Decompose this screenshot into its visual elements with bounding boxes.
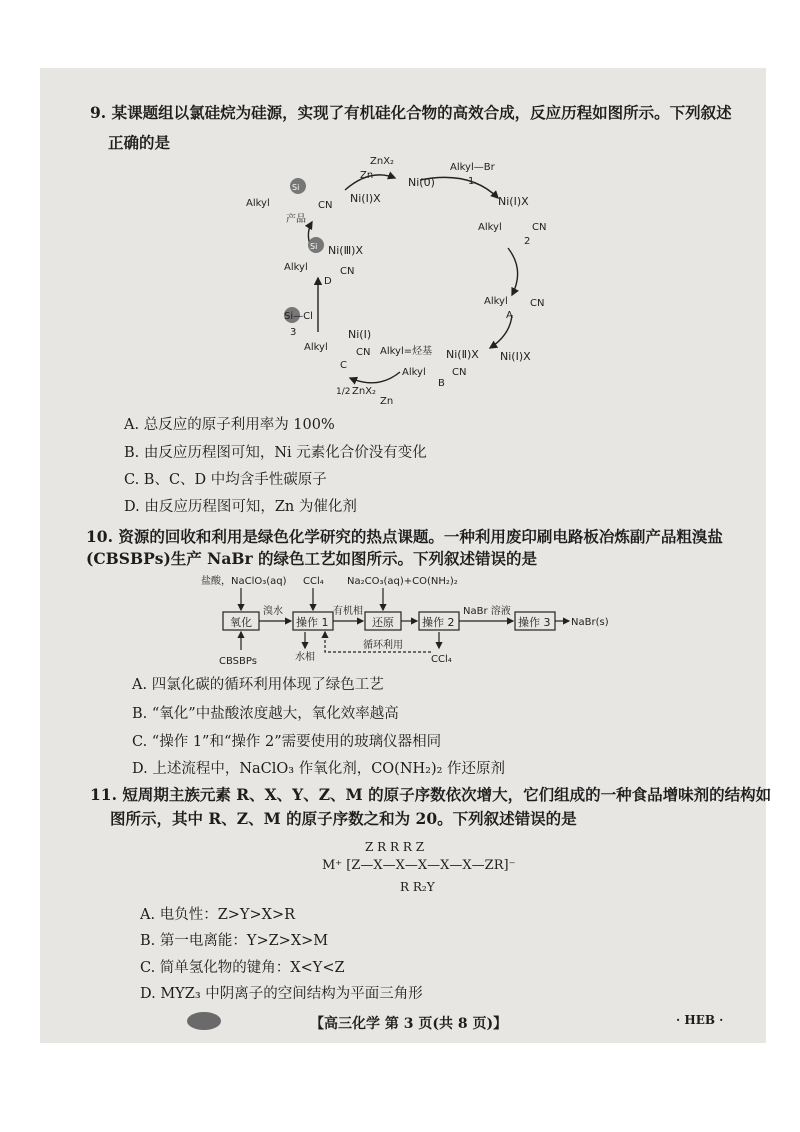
flow-in-oxid: 盐酸，NaClO₃(aq) [201,576,287,587]
structure-top-row: Z R R R Z [365,840,425,854]
flow-org: 有机相 [333,606,363,617]
q11-option-c: C. 简单氢化物的键角：X<Y<Z [140,960,345,976]
label-ni0: Ni(0) [408,176,435,189]
q9-option-d: D. 由反应历程图可知，Zn 为催化剂 [124,499,357,515]
process-flow-diagram [195,570,655,670]
label-ni2x: Ni(Ⅱ)X [446,348,479,361]
structure-bottom-row: R R₂Y [400,880,435,894]
q11-option-b: B. 第一电离能：Y>Z>X>M [140,933,329,949]
label-alkyl-def: Alkyl=烃基 [380,346,433,357]
label-cn-b: CN [452,367,467,378]
label-cn-d: CN [340,266,355,277]
flow-nabr: NaBr 溶液 [463,606,511,617]
label-2: 2 [524,236,531,247]
flow-cbsbps: CBSBPs [219,656,257,667]
q10-option-c: C. “操作 1”和“操作 2”需要使用的玻璃仪器相同 [132,734,442,750]
label-3: 3 [290,327,297,338]
flow-box-oxid: 氧化 [230,616,252,629]
q9-stem-line1: 9. 某课题组以氯硅烷为硅源，实现了有机硅化合物的高效合成，反应历程如图所示。下列叙述 [90,103,732,122]
page-footer: 【高三化学 第 3 页(共 8 页)】 [310,1016,508,1032]
q11-stem-line2: 图所示，其中 R、Z、M 的原子序数之和为 20。下列叙述错误的是 [110,809,577,828]
flow-ccl4-out: CCl₄ [431,654,452,665]
label-znx2-top: ZnX₂ [370,156,395,167]
reaction-cycle-diagram [240,150,600,410]
q11-option-d: D. MYZ₃ 中阴离子的空间结构为平面三角形 [140,986,423,1002]
label-ni1x-left: Ni(Ⅰ)X [350,192,381,205]
label-c: C [340,360,347,371]
flow-box-op1: 操作 1 [296,616,329,629]
label-d: D [324,276,332,287]
q9-option-a: A. 总反应的原子利用率为 100% [124,417,335,433]
label-zn-bottom: Zn [380,396,394,407]
flow-in-ccl4: CCl₄ [303,576,324,587]
q9-option-b: B. 由反应历程图可知，Ni 元素化合价没有变化 [124,445,427,461]
flow-box-red: 还原 [372,616,394,629]
label-ni3x: Ni(Ⅲ)X [328,244,363,257]
label-si-d: Si [310,242,318,251]
label-ni1: Ni(Ⅰ) [348,328,372,341]
label-alkyl-p: Alkyl [246,198,270,209]
label-alkyl-c: Alkyl [304,342,328,353]
flow-recycle: 循环利用 [363,640,403,651]
label-half: 1/2 [336,387,351,397]
q11-stem-line1: 11. 短周期主族元素 R、X、Y、Z、M 的原子序数依次增大，它们组成的一种食品增味剂的结构如 [90,785,772,804]
label-alkyl-br: Alkyl—Br [450,162,495,173]
label-a: A [506,310,513,321]
label-cn-p: CN [318,200,333,211]
label-b: B [438,378,445,389]
label-alkyl-b: Alkyl [402,367,426,378]
label-cn-c: CN [356,347,371,358]
label-product: 产品 [286,214,306,225]
label-znx2-bottom: ZnX₂ [352,386,377,397]
structure-main-row: M⁺ [Z—X—X—X—X—X—ZR]⁻ [322,858,516,873]
q10-stem-line1: 10. 资源的回收和利用是绿色化学研究的热点课题。一种利用废印刷电路板冶炼副产品粗溴盐 [86,527,723,546]
label-si-p: Si [292,183,300,192]
label-cn-right: CN [532,222,547,233]
publisher-logo [187,1012,221,1030]
flow-bromine: 溴水 [263,606,283,617]
label-si-cl: Si—Cl [284,311,313,322]
q11-option-a: A. 电负性：Z>Y>X>R [140,907,296,923]
label-alkyl-d: Alkyl [284,262,308,273]
label-zn-top: Zn [360,170,374,181]
q10-stem-line2: (CBSBPs)生产 NaBr 的绿色工艺如图所示。下列叙述错误的是 [86,549,538,568]
flow-box-op2: 操作 2 [422,616,455,629]
label-1: 1 [468,176,475,187]
q9-stem-line2: 正确的是 [108,133,171,152]
label-alkyl-a: Alkyl [484,296,508,307]
flow-out: NaBr(s) [571,617,609,628]
flow-water: 水相 [295,652,315,663]
label-ni1x-b: Ni(Ⅰ)X [500,350,531,363]
q10-option-b: B. “氧化”中盐酸浓度越大，氧化效率越高 [132,706,399,722]
flow-in-red: Na₂CO₃(aq)+CO(NH₂)₂ [347,576,458,587]
q9-option-c: C. B、C、D 中均含手性碳原子 [124,472,327,488]
footer-code: · HEB · [676,1013,724,1027]
flow-box-op3: 操作 3 [518,616,551,629]
q10-option-a: A. 四氯化碳的循环利用体现了绿色工艺 [132,677,384,693]
label-alkyl-right: Alkyl [478,222,502,233]
label-ni1x-right: Ni(Ⅰ)X [498,195,529,208]
q10-option-d: D. 上述流程中，NaClO₃ 作氧化剂，CO(NH₂)₂ 作还原剂 [132,761,506,777]
label-cn-a: CN [530,298,545,309]
